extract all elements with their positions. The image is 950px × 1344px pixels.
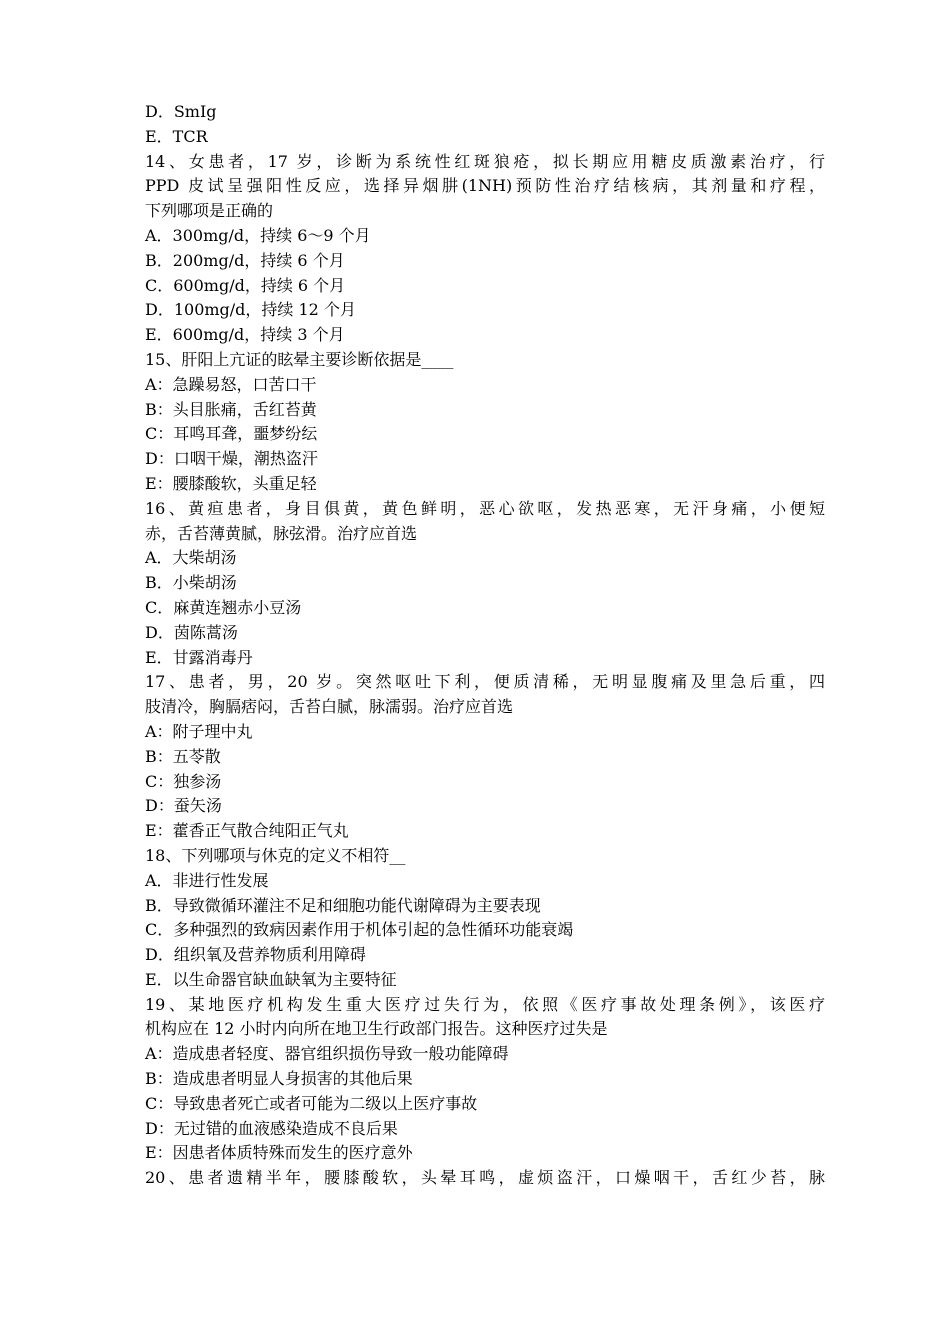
question-14-line-2: PPD 皮试呈强阳性反应，选择异烟肼(1NH)预防性治疗结核病，其剂量和疗程，	[145, 176, 825, 196]
option-a-q17: A：附子理中丸	[145, 721, 253, 741]
option-e-q16: E．甘露消毒丹	[145, 647, 253, 667]
option-a-q16: A．大柴胡汤	[145, 548, 237, 568]
option-d-q16: D．茵陈蒿汤	[145, 622, 238, 642]
question-15: 15、肝阳上亢证的眩晕主要诊断依据是____	[145, 349, 454, 369]
question-14-line-3: 下列哪项是正确的	[145, 201, 274, 221]
option-e-q18: E．以生命器官缺血缺氧为主要特征	[145, 969, 397, 989]
option-d-q17: D：蚕矢汤	[145, 796, 222, 816]
option-c-q16: C．麻黄连翘赤小豆汤	[145, 597, 302, 617]
option-a-q18: A．非进行性发展	[145, 870, 269, 890]
option-c-q17: C：独参汤	[145, 771, 222, 791]
question-14-line-1: 14、女患者，17 岁，诊断为系统性红斑狼疮，拟长期应用糖皮质激素治疗，行	[145, 151, 825, 171]
option-b-q16: B．小柴胡汤	[145, 573, 237, 593]
option-e-q13: E．TCR	[145, 126, 208, 146]
option-a-q19: A：造成患者轻度、器官组织损伤导致一般功能障碍	[145, 1044, 509, 1064]
question-17-line-1: 17、患者，男，20 岁。突然呕吐下利，便质清稀，无明显腹痛及里急后重，四	[145, 672, 825, 692]
option-b-q19: B：造成患者明显人身损害的其他后果	[145, 1069, 413, 1089]
option-a-q14: A．300mg/d，持续 6～9 个月	[145, 225, 371, 245]
option-d-q19: D：无过错的血液感染造成不良后果	[145, 1118, 398, 1138]
question-16-line-1: 16、黄疸患者，身目俱黄，黄色鲜明，恶心欲呕，发热恶寒，无汗身痛，小便短	[145, 498, 825, 518]
option-a-q15: A：急躁易怒，口苦口干	[145, 374, 317, 394]
option-c-q18: C．多种强烈的致病因素作用于机体引起的急性循环功能衰竭	[145, 920, 574, 940]
document-text	[145, 100, 825, 1191]
option-d-q15: D：口咽干燥，潮热盗汗	[145, 449, 318, 469]
option-e-q15: E：腰膝酸软，头重足轻	[145, 473, 317, 493]
option-c-q19: C：导致患者死亡或者可能为二级以上医疗事故	[145, 1093, 478, 1113]
option-b-q18: B．导致微循环灌注不足和细胞功能代谢障碍为主要表现	[145, 895, 541, 915]
question-16-line-2: 赤，舌苔薄黄腻，脉弦滑。治疗应首选	[145, 523, 418, 543]
option-d-q14: D．100mg/d，持续 12 个月	[145, 300, 356, 320]
question-17-line-2: 肢清冷，胸膈痞闷，舌苔白腻，脉濡弱。治疗应首选	[145, 697, 514, 717]
option-e-q19: E：因患者体质特殊而发生的医疗意外	[145, 1143, 413, 1163]
option-c-q15: C：耳鸣耳聋，噩梦纷纭	[145, 424, 318, 444]
option-d-q18: D．组织氧及营养物质利用障碍	[145, 945, 366, 965]
option-e-q17: E：藿香正气散合纯阳正气丸	[145, 821, 349, 841]
option-d-q13: D．SmIg	[145, 102, 217, 121]
question-19-line-2: 机构应在 12 小时内向所在地卫生行政部门报告。这种医疗过失是	[145, 1019, 608, 1039]
option-b-q17: B：五苓散	[145, 746, 221, 766]
question-20-line-1: 20、患者遗精半年，腰膝酸软，头晕耳鸣，虚烦盗汗，口燥咽干，舌红少苔，脉	[145, 1168, 825, 1188]
question-19-line-1: 19、某地医疗机构发生重大医疗过失行为，依照《医疗事故处理条例》，该医疗	[145, 994, 825, 1014]
option-c-q14: C．600mg/d，持续 6 个月	[145, 275, 346, 295]
option-b-q14: B．200mg/d，持续 6 个月	[145, 250, 345, 270]
question-18: 18、下列哪项与休克的定义不相符__	[145, 845, 406, 865]
option-b-q15: B：头目胀痛，舌红苔黄	[145, 399, 317, 419]
option-e-q14: E．600mg/d，持续 3 个月	[145, 325, 345, 345]
